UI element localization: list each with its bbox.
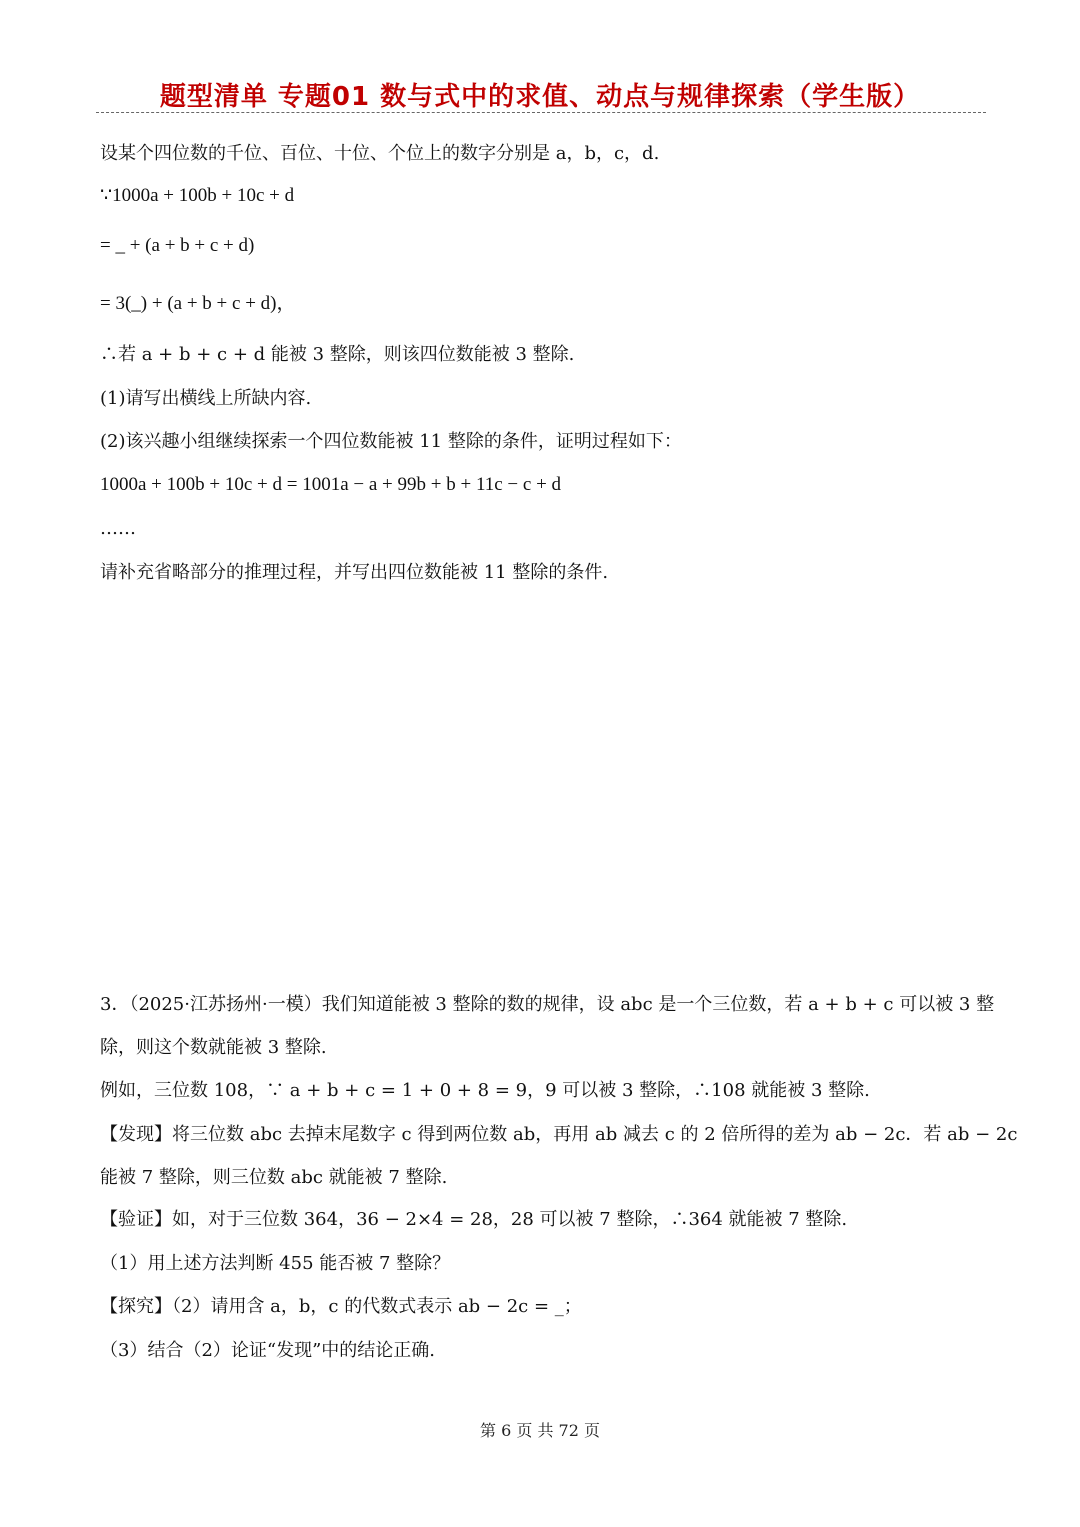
p3-line-7: （1）用上述方法判断 455 能否被 7 整除？	[100, 1253, 451, 1274]
p3-line-9: （3）结合（2）论证“发现”中的结论正确.	[100, 1340, 436, 1361]
p2-line-2: ∵1000a + 100b + 10c + d	[100, 185, 295, 206]
p2-line-1: 设某个四位数的千位、百位、十位、个位上的数字分别是 a，b，c，d.	[100, 143, 660, 164]
p2-line-8: 1000a + 100b + 10c + d = 1001a − a + 99b + b + 11c − c + d	[100, 474, 562, 495]
p3-line-4: 【发现】将三位数 abc 去掉末尾数字 c 得到两位数 ab，再用 ab 减去 c 的 2 倍所得的差为 ab − 2c．若 ab − 2c	[100, 1124, 1018, 1145]
p2-line-10: 请补充省略部分的推理过程，并写出四位数能被 11 整除的条件.	[100, 562, 609, 583]
p2-line-5: ∴若 a + b + c + d 能被 3 整除，则该四位数能被 3 整除.	[100, 344, 575, 365]
header-dashed-rule	[96, 112, 986, 113]
p2-question-1: (1)请写出横线上所缺内容.	[100, 388, 312, 409]
p2-line-4: = 3(_) + (a + b + c + d)，	[100, 293, 296, 314]
p3-line-1: 3．（2025·江苏扬州·一模）我们知道能被 3 整除的数的规律，设 abc 是一个三位数，若 a + b + c 可以被 3 整	[100, 994, 995, 1015]
p2-question-2: (2)该兴趣小组继续探索一个四位数能被 11 整除的条件，证明过程如下：	[100, 431, 682, 452]
p3-line-3: 例如，三位数 108，∵ a + b + c = 1 + 0 + 8 = 9，9 可以被 3 整除，∴108 就能被 3 整除.	[100, 1080, 870, 1101]
page-footer: 第 6 页 共 72 页	[480, 1421, 600, 1440]
p3-line-8: 【探究】（2）请用含 a，b，c 的代数式表示 ab − 2c = _；	[100, 1296, 582, 1317]
p3-line-5: 能被 7 整除，则三位数 abc 就能被 7 整除.	[100, 1167, 448, 1188]
page-header-title: 题型清单 专题01 数与式中的求值、动点与规律探索（学生版）	[159, 82, 921, 112]
p3-line-2: 除，则这个数就能被 3 整除.	[100, 1037, 327, 1058]
p2-ellipsis: ……	[100, 518, 136, 539]
p2-line-3: = _ + (a + b + c + d)	[100, 235, 255, 256]
p3-line-6: 【验证】如，对于三位数 364，36 − 2×4 = 28，28 可以被 7 整除，∴364 就能被 7 整除.	[100, 1209, 848, 1230]
